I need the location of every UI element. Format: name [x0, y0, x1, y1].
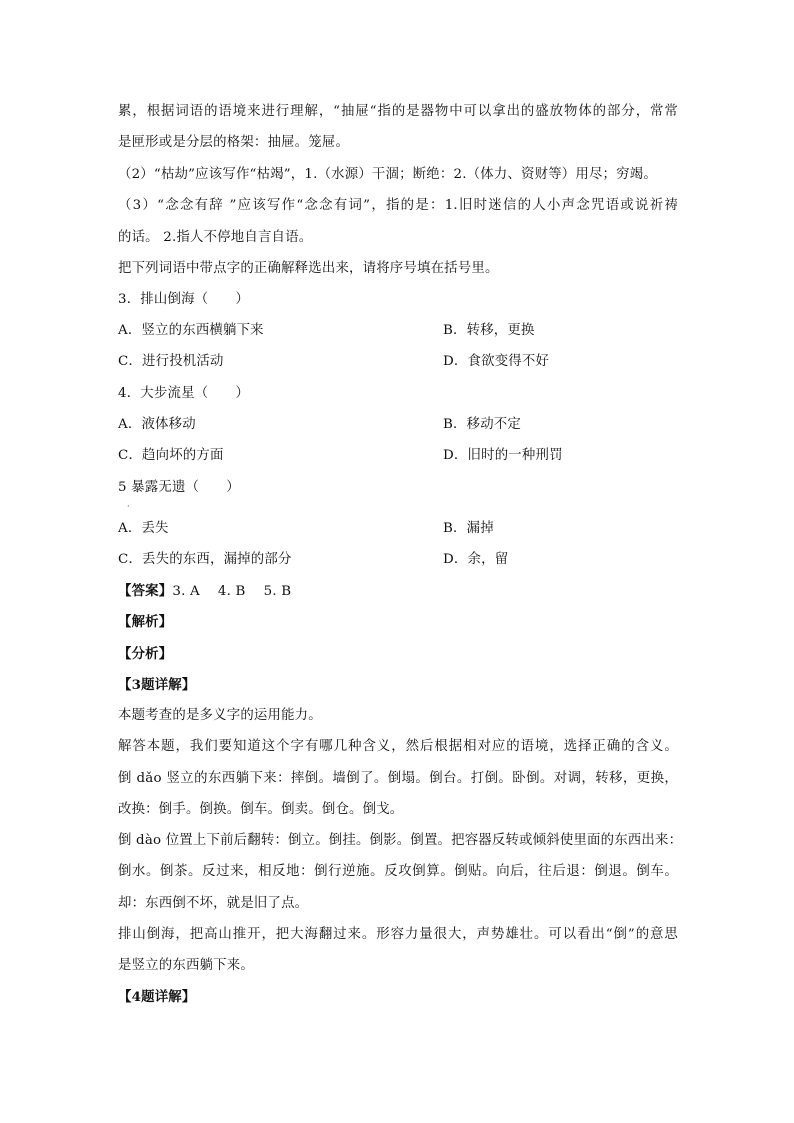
answer-line [118, 581, 291, 602]
explanation-line: 倒水。倒茶。反过来，相反地：倒行逆施。反攻倒算。倒贴。向后，往后退：倒退。倒车。 [118, 864, 678, 879]
option-a: A．液体移动 [118, 417, 196, 432]
explanation-line: 改换：倒手。倒换。倒车。倒卖。倒仓。倒戈。 [118, 802, 404, 817]
option-c: C．趋向坏的方面 [118, 448, 224, 463]
option-a: A．竖立的东西横躺下来 [118, 323, 264, 338]
question-stem: 3．排山倒海（ ） [118, 292, 250, 307]
explanation-line: 本题考查的是多义字的运用能力。 [118, 708, 322, 723]
section-heading: 【3题详解】 [118, 677, 196, 693]
section-heading: 【4题详解】 [118, 989, 196, 1005]
answer-text: 3. A 4. B 5. B [172, 584, 292, 599]
paragraph-line: 累，根据词语的语境来进行理解，“抽屉“指的是器物中可以拿出的盛放物体的部分，常常 [118, 104, 678, 119]
question-stem: 4．大步流星（ ） [118, 386, 250, 401]
explanation-line: 排山倒海，把高山推开，把大海翻过来。形容力量很大，声势雄壮。可以看出“倒”的意思 [118, 927, 678, 942]
explanation-line: 倒 dào 位置上下前后翻转：倒立。倒挂。倒影。倒置。把容器反转或倾斜使里面的东西出来： [118, 833, 683, 848]
stray-dot: · [127, 502, 130, 511]
option-d: D．食欲变得不好 [443, 354, 550, 369]
paragraph-line: （2）“枯劫”应该写作“枯竭”，1.（水源）干涸；断绝：2.（体力、资财等）用尽；穷竭。 [118, 167, 657, 182]
option-c: C．进行投机活动 [118, 354, 224, 369]
explanation-line: 倒 dǎo 竖立的东西躺下来：摔倒。墙倒了。倒塌。倒台。打倒。卧倒。对调，转移，更换， [118, 771, 678, 786]
question-stem: 5 暴露无遗（ ） [118, 480, 240, 495]
section-heading: 【解析】 [118, 614, 173, 630]
option-d: D．旧时的一种刑罚 [443, 448, 563, 463]
answer-tag: 【答案】 [118, 583, 173, 599]
paragraph-line: 是匣形或是分层的格架：抽屉。笼屉。 [118, 135, 350, 150]
instruction-line: 把下列词语中带点字的正确解释选出来，请将序号填在括号里。 [118, 261, 499, 276]
option-b: B．移动不定 [443, 417, 521, 432]
option-a: A．丢失 [118, 521, 169, 536]
explanation-line: 解答本题，我们要知道这个字有哪几种含义，然后根据相对应的语境，选择正确的含义。 [118, 739, 678, 754]
explanation-line: 却：东西倒不坏，就是旧了点。 [118, 896, 309, 911]
paragraph-line: （3）“念念有辞 ”应该写作“念念有词”，指的是：1.旧时迷信的人小声念咒语或说祈祷 [118, 198, 678, 213]
paragraph-line: 的话。 2.指人不停地自言自语。 [118, 230, 313, 245]
section-heading: 【分析】 [118, 646, 173, 662]
option-d: D．余，留 [443, 552, 509, 567]
explanation-line: 是竖立的东西躺下来。 [118, 958, 254, 973]
option-c: C．丢失的东西，漏掉的部分 [118, 552, 292, 567]
option-b: B．漏掉 [443, 521, 494, 536]
option-b: B．转移，更换 [443, 323, 535, 338]
